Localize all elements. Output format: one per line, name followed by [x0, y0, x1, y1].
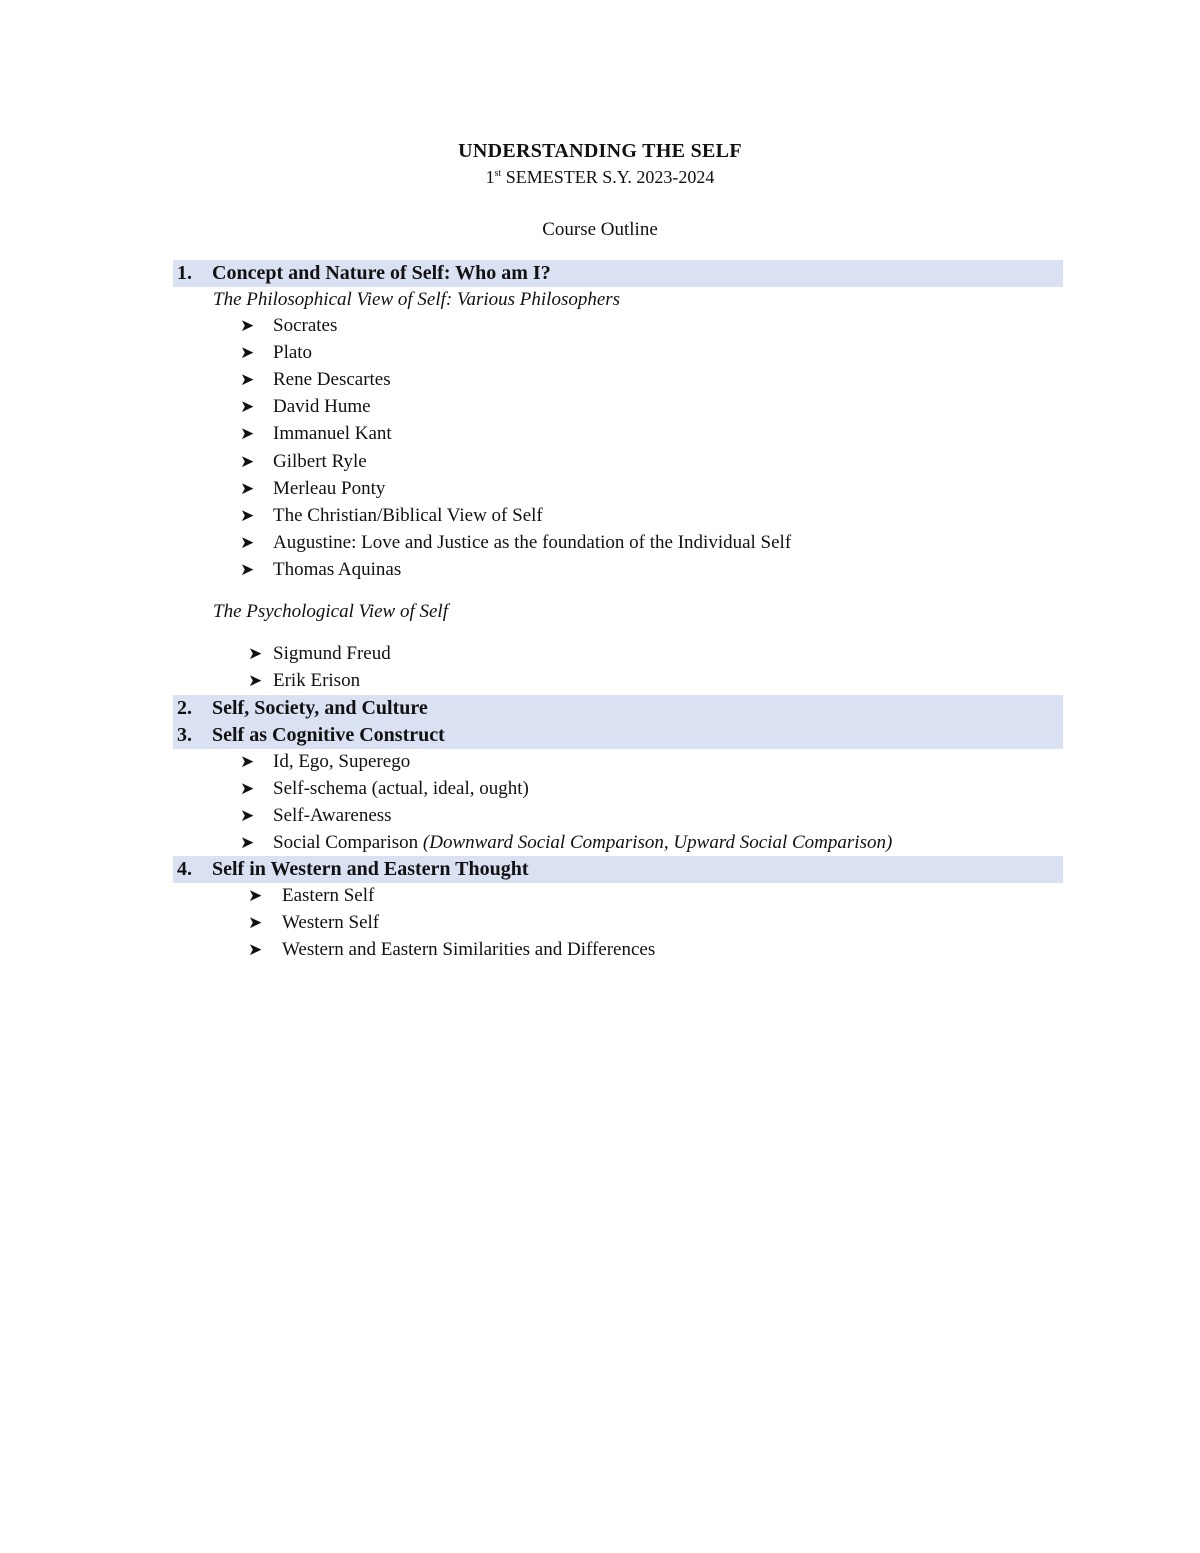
arrowhead-bullet-icon: ➤: [248, 671, 263, 691]
arrowhead-bullet-icon: ➤: [240, 560, 255, 580]
arrowhead-bullet-icon: ➤: [240, 506, 255, 526]
social-comparison-note: (Downward Social Comparison, Upward Social Comparison): [422, 832, 893, 853]
arrowhead-bullet-icon: ➤: [240, 752, 255, 772]
arrowhead-bullet-icon: ➤: [240, 424, 255, 444]
document-page: UNDERSTANDING THE SELF 1st SEMESTER S.Y. 2023-2024 Course Outline 1. Concept and Nature of Self: Who am I? The Philosophical View of Self: Various Philosophers ➤ Socrates ➤ Plato ➤ Rene Descartes ➤ David Hume ➤ Immanuel Kant ➤ Gilbert Ryle ➤ Merleau Ponty ➤ The Christian/Biblical View of Self ➤ Augustine: Love and Justice as the foundation of the Individual Self ➤ Thomas Aquinas The Psychological View of Self ➤ Sigmund Freud ➤ Erik Erison 2. Self, Society, and Culture 3. Self as Cognitive Construct ➤ Id, Ego, Superego ➤ Self-schema (actual, ideal, ought) ➤ Self-Awareness ➤ Social Comparison (Downward Social Comparison, Upward Social Comparison) 4. Self in Western and Eastern Thought ➤ Eastern Self ➤ Western Self ➤ Western and Eastern Similarities and Differences: [0, 0, 1200, 1553]
arrowhead-bullet-icon: ➤: [240, 779, 255, 799]
section-title: Self as Cognitive Construct: [212, 724, 445, 746]
section-title: Self, Society, and Culture: [212, 697, 428, 719]
section-4-heading: [173, 856, 1063, 883]
arrowhead-bullet-icon: ➤: [248, 940, 263, 960]
arrowhead-bullet-icon: ➤: [240, 833, 255, 853]
section-number: 2.: [177, 697, 192, 719]
philosophical-view-subheading: The Philosophical View of Self: Various Philosophers: [213, 289, 621, 310]
arrowhead-bullet-icon: ➤: [240, 806, 255, 826]
semester-text: SEMESTER S.Y. 2023-2024: [501, 167, 715, 187]
social-comparison-label: Social Comparison: [273, 832, 423, 853]
arrowhead-bullet-icon: ➤: [240, 452, 255, 472]
semester-ordinal-suffix: st: [494, 168, 502, 179]
arrowhead-bullet-icon: ➤: [240, 343, 255, 363]
arrowhead-bullet-icon: ➤: [248, 644, 263, 664]
section-number: 1.: [177, 262, 192, 284]
psychological-view-subheading: The Psychological View of Self: [213, 601, 448, 622]
section-title: Self in Western and Eastern Thought: [212, 858, 529, 880]
document-title: UNDERSTANDING THE SELF: [458, 140, 742, 162]
arrowhead-bullet-icon: ➤: [240, 370, 255, 390]
arrowhead-bullet-icon: ➤: [240, 479, 255, 499]
arrowhead-bullet-icon: ➤: [240, 397, 255, 417]
arrowhead-bullet-icon: ➤: [248, 886, 263, 906]
section-title: Concept and Nature of Self: Who am I?: [212, 262, 551, 284]
course-outline-label: Course Outline: [542, 219, 658, 240]
arrowhead-bullet-icon: ➤: [240, 533, 255, 553]
section-number: 3.: [177, 724, 192, 746]
semester-line: [0, 167, 1200, 188]
section-2-heading: [173, 695, 1063, 722]
section-number: 4.: [177, 858, 192, 880]
section-1-heading: [173, 260, 1063, 287]
semester-ordinal: 1: [485, 167, 495, 187]
arrowhead-bullet-icon: ➤: [248, 913, 263, 933]
arrowhead-bullet-icon: ➤: [240, 316, 255, 336]
section-3-heading: [173, 722, 1063, 749]
